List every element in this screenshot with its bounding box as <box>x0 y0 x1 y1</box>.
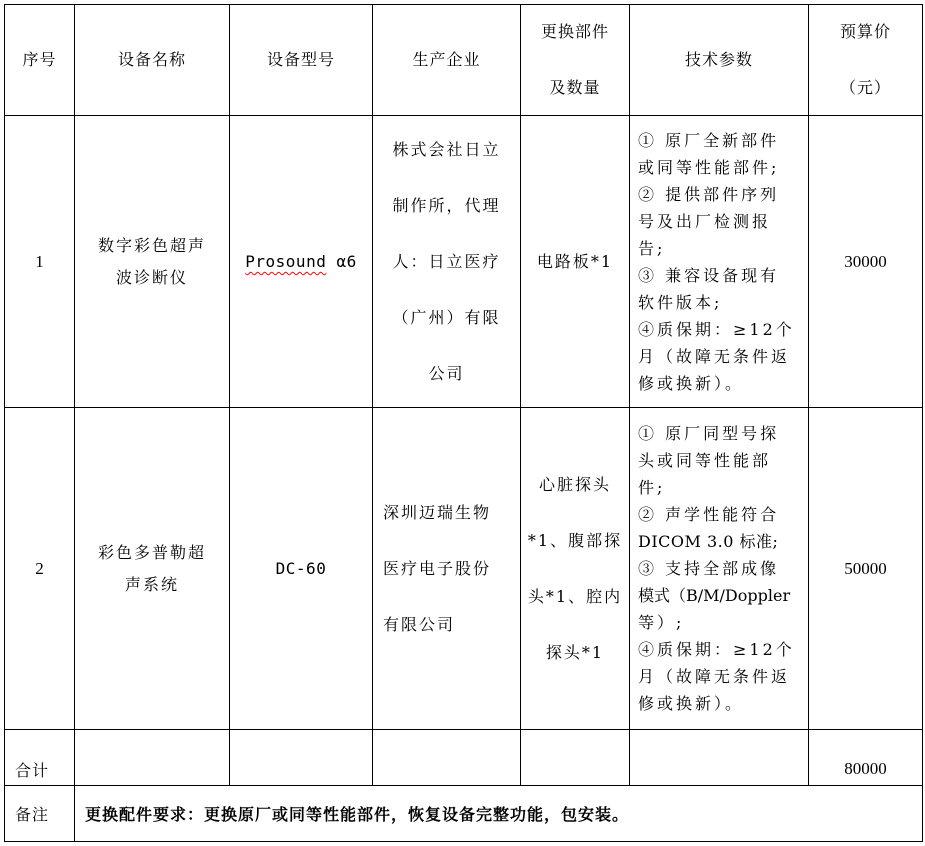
note-row <box>5 786 923 842</box>
header-row <box>5 5 923 116</box>
note-label: 备注 <box>5 786 75 842</box>
header-budget-line2: （元） <box>839 78 891 97</box>
maker-line: 有限公司 <box>383 614 456 634</box>
equipment-table <box>4 4 923 842</box>
row-tech-params <box>630 116 809 408</box>
header-budget-line1: 预算价 <box>839 22 891 41</box>
empty-cell <box>230 730 373 786</box>
parts-line: *1、腹部探 <box>527 530 623 550</box>
header-name: 设备名称 <box>75 5 230 116</box>
tech-line: 号及出厂检测报 <box>638 211 772 231</box>
tech-line: DICOM 3.0 标准; <box>638 532 779 551</box>
header-parts-line2: 及数量 <box>549 78 601 97</box>
header-budget <box>809 5 923 116</box>
tech-line: ③ 兼容设备现有 <box>638 265 780 285</box>
note-text: 更换配件要求：更换原厂或同等性能部件，恢复设备完整功能，包安装。 <box>75 786 923 842</box>
row-budget: 50000 <box>809 408 923 730</box>
device-name-line: 声系统 <box>124 574 179 594</box>
row-maker <box>373 116 521 408</box>
empty-cell <box>521 730 630 786</box>
row-device-name <box>75 408 230 730</box>
maker-line: 人：日立医疗 <box>392 251 501 271</box>
tech-line: ② 提供部件序列 <box>638 184 780 204</box>
tech-line: ④质保期：≥12个 <box>638 319 795 339</box>
header-parts-line1: 更换部件 <box>540 22 609 41</box>
maker-line: （广州）有限 <box>392 307 501 327</box>
maker-line: 制作所，代理 <box>392 195 501 215</box>
row-model: DC-60 <box>230 408 373 730</box>
row-parts <box>521 116 630 408</box>
row-model <box>230 116 373 408</box>
row-maker <box>373 408 521 730</box>
device-name-line: 彩色多普勒超 <box>97 542 206 562</box>
maker-line: 公司 <box>428 363 465 383</box>
header-parts <box>521 5 630 116</box>
row-seq: 1 <box>5 116 75 408</box>
row-parts <box>521 408 630 730</box>
tech-line: ④质保期：≥12个 <box>638 640 795 659</box>
empty-cell <box>75 730 230 786</box>
row-budget: 30000 <box>809 116 923 408</box>
table-row <box>5 116 923 408</box>
table-row <box>5 408 923 730</box>
empty-cell <box>373 730 521 786</box>
model-suffix: α6 <box>326 252 357 271</box>
parts-line: 心脏探头 <box>538 474 611 494</box>
device-name-line: 波诊断仪 <box>115 267 188 287</box>
maker-line: 医疗电子股份 <box>383 558 492 578</box>
tech-line: ③ 支持全部成像 <box>638 559 780 578</box>
tech-line: 月（故障无条件返 <box>638 667 791 686</box>
tech-line: 月（故障无条件返 <box>638 346 791 366</box>
header-maker: 生产企业 <box>373 5 521 116</box>
header-seq: 序号 <box>5 5 75 116</box>
tech-line: ① 原厂同型号探 <box>638 424 780 443</box>
tech-line: 头或同等性能部 <box>638 451 772 470</box>
total-label: 合计 <box>5 730 75 786</box>
total-row <box>5 730 923 786</box>
maker-line: 深圳迈瑞生物 <box>383 502 492 522</box>
tech-line: 软件版本; <box>638 292 723 312</box>
tech-line: 或同等性能部件; <box>638 157 780 177</box>
parts-line: 电路板*1 <box>536 251 614 271</box>
tech-line: 等）; <box>638 613 685 632</box>
tech-line: 件; <box>638 478 666 497</box>
row-seq: 2 <box>5 408 75 730</box>
tech-line: ① 原厂全新部件 <box>638 130 780 150</box>
empty-cell <box>630 730 809 786</box>
total-value: 80000 <box>809 730 923 786</box>
parts-line: 头*1、腔内 <box>527 586 623 606</box>
device-name-line: 数字彩色超声 <box>97 235 206 255</box>
model-name: Prosound <box>245 252 327 271</box>
tech-line: 修或换新）。 <box>638 694 745 713</box>
tech-line: 修或换新）。 <box>638 373 745 393</box>
row-device-name <box>75 116 230 408</box>
header-tech: 技术参数 <box>630 5 809 116</box>
maker-line: 株式会社日立 <box>392 139 501 159</box>
tech-line: ② 声学性能符合 <box>638 505 780 524</box>
tech-line: 模式（B/M/Doppler <box>638 586 791 605</box>
tech-line: 告; <box>638 238 666 258</box>
parts-line: 探头*1 <box>545 642 605 662</box>
row-tech-params <box>630 408 809 730</box>
header-model: 设备型号 <box>230 5 373 116</box>
